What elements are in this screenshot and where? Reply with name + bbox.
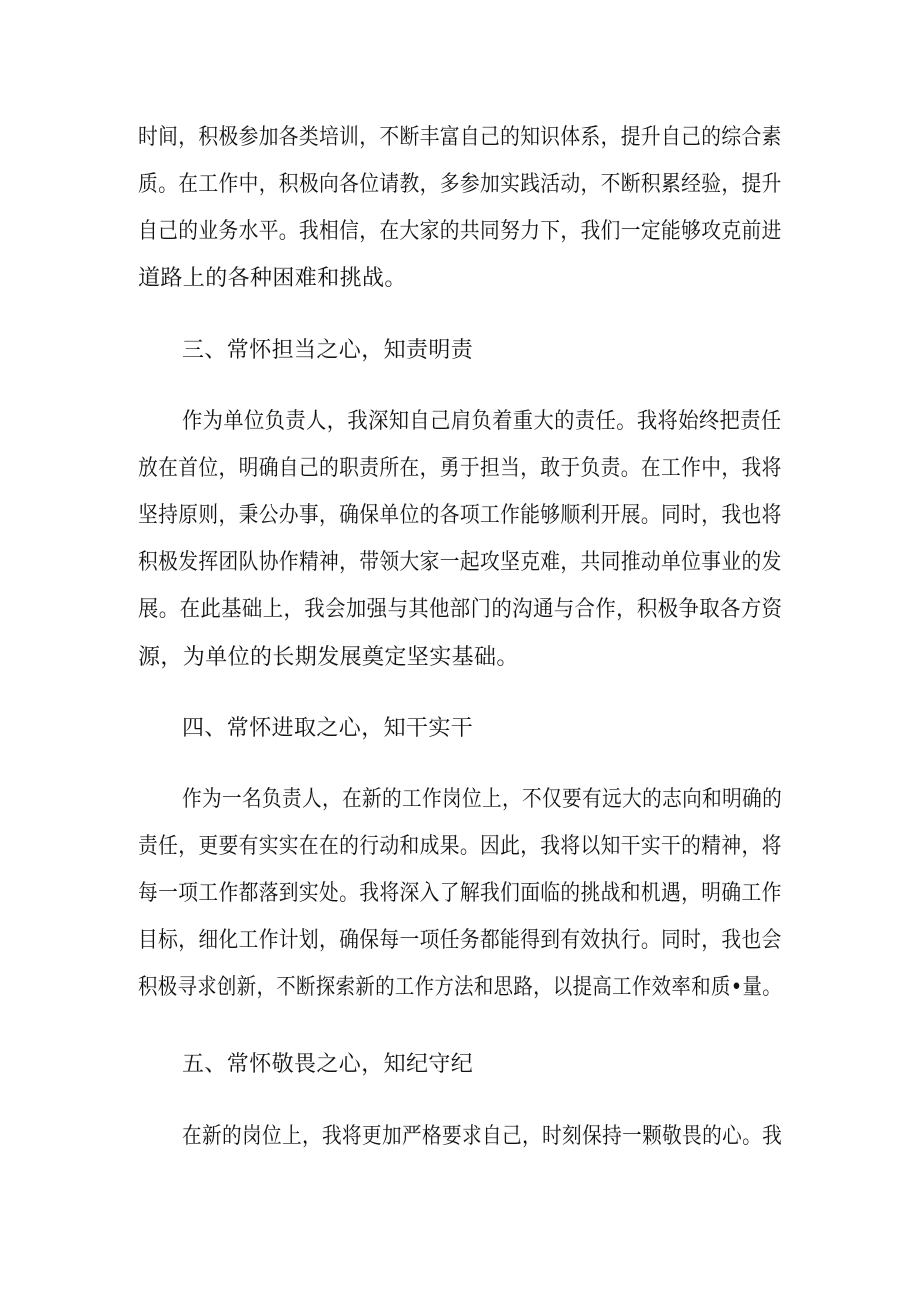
paragraph-line: 坚持原则，秉公办事，确保单位的各项工作能够顺利开展。同时，我也将 <box>138 503 782 528</box>
paragraph-line: 放在首位，明确自己的职责所在，勇于担当，敢于负责。在工作中，我将 <box>138 456 782 481</box>
paragraph-line: 道路上的各种困难和挑战。 <box>138 266 407 291</box>
paragraph-line: 展。在此基础上，我会加强与其他部门的沟通与合作，积极争取各方资 <box>138 597 783 622</box>
section-heading: 四、常怀进取之心，知干实干 <box>182 716 474 741</box>
paragraph-line: 源，为单位的长期发展奠定坚实基础。 <box>138 645 519 670</box>
paragraph-line: 责任，更要有实实在在的行动和成果。因此，我将以知干实干的精神，将 <box>138 834 782 859</box>
paragraph-line: 时间，积极参加各类培训，不断丰富自己的知识体系，提升自己的综合素 <box>138 125 782 150</box>
paragraph-line: 每一项工作都落到实处。我将深入了解我们面临的挑战和机遇，明确工作 <box>138 881 782 906</box>
section-heading: 三、常怀担当之心，知责明责 <box>182 338 474 363</box>
paragraph-line: 作为单位负责人，我深知自己肩负着重大的责任。我将始终把责任 <box>182 409 782 434</box>
section-heading: 五、常怀敬畏之心，知纪守纪 <box>182 1052 474 1077</box>
paragraph-line: 在新的岗位上，我将更加严格要求自己，时刻保持一颗敬畏的心。我 <box>182 1124 783 1149</box>
paragraph-line: 积极寻求创新，不断探索新的工作方法和思路，以提高工作效率和质•量。 <box>138 975 783 1000</box>
paragraph-line: 积极发挥团队协作精神，带领大家一起攻坚克难，共同推动单位事业的发 <box>138 550 782 575</box>
paragraph-line: 作为一名负责人，在新的工作岗位上，不仅要有远大的志向和明确的 <box>182 787 783 812</box>
paragraph-line: 目标，细化工作计划，确保每一项任务都能得到有效执行。同时，我也会 <box>138 928 782 953</box>
paragraph-line: 质。在工作中，积极向各位请教，多参加实践活动，不断积累经验，提升 <box>138 172 782 197</box>
paragraph-line: 自己的业务水平。我相信，在大家的共同努力下，我们一定能够攻克前进 <box>138 219 782 244</box>
